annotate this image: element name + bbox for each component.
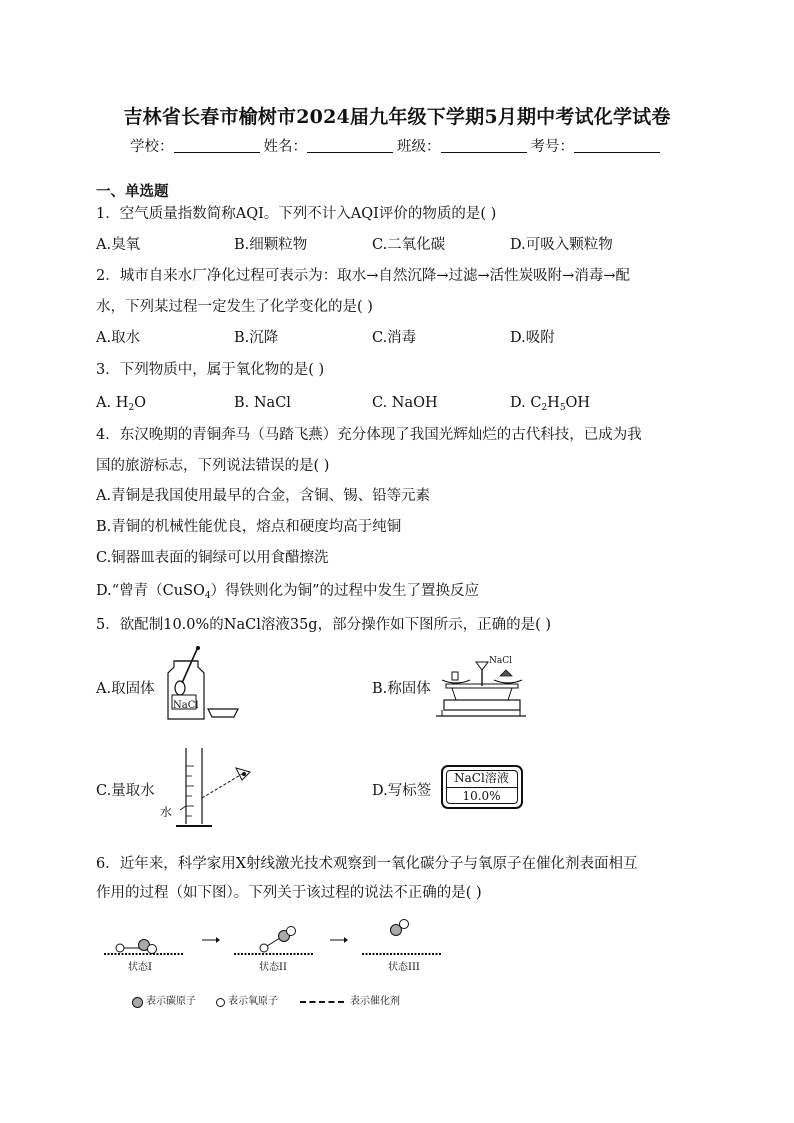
q4-option-a[interactable]: A.青铜是我国使用最早的合金，含铜、锡、铅等元素 <box>96 488 431 504</box>
oxygen-atom-icon <box>216 998 225 1007</box>
q4-option-c[interactable]: C.铜器皿表面的铜绿可以用食醋擦洗 <box>96 550 329 566</box>
q3-option-a[interactable]: A. $H_2O$ <box>96 395 146 413</box>
q6-stem-line1: 6．近年来，科学家用X射线激光技术观察到一氧化碳分子与氧原子在催化剂表面相互 <box>96 856 638 872</box>
q4-stem-line1: 4．东汉晚期的青铜奔马（马踏飞燕）充分体现了我国光辉灿烂的古代科技，已成为我 <box>96 427 642 443</box>
legend-carbon: 表示碳原子 <box>146 996 196 1007</box>
q5-option-d[interactable]: D.写标签 <box>372 783 432 799</box>
carbon-atom-icon <box>132 997 143 1008</box>
balance-scale-figure <box>436 656 526 720</box>
school-label: 学校： <box>130 139 174 155</box>
label-tag-figure <box>441 765 523 809</box>
q5-option-a[interactable]: A.取固体 <box>96 681 155 697</box>
school-blank[interactable] <box>174 138 260 153</box>
q2-option-b[interactable]: B.沉降 <box>234 330 279 346</box>
q3-stem: 3．下列物质中，属于氧化物的是( ) <box>96 362 325 378</box>
q1-option-b[interactable]: B.细颗粒物 <box>234 237 308 253</box>
q5-stem: 5．欲配制10.0%的NaCl溶液35g，部分操作如下图所示，正确的是( ) <box>96 617 552 633</box>
q3-option-d[interactable]: D. $C_2H_5OH$ <box>510 395 591 413</box>
class-blank[interactable] <box>441 138 527 153</box>
q4-stem-line2: 国的旅游标志，下列说法错误的是( ) <box>96 458 330 474</box>
q4-option-b[interactable]: B.青铜的机械性能优良，熔点和硬度均高于纯铜 <box>96 519 402 535</box>
state3-label: 状态III <box>388 962 420 973</box>
tag-line1: NaCl溶液 <box>454 771 509 785</box>
q3-option-c[interactable]: C. NaOH <box>372 395 438 411</box>
tag-line2: 10.0% <box>462 789 501 803</box>
legend-catalyst: 表示催化剂 <box>350 996 400 1007</box>
q2-option-d[interactable]: D.吸附 <box>510 330 555 346</box>
legend-oxygen: 表示氧原子 <box>228 996 278 1007</box>
class-label: 班级： <box>397 139 441 155</box>
q4-option-d[interactable]: D.“曾青（CuSO$_4$）得铁则化为铜”的过程中发生了置换反应 <box>96 583 480 601</box>
student-info-line <box>0 135 794 156</box>
catalyst-process-diagram <box>100 914 450 964</box>
q5-option-c[interactable]: C.量取水 <box>96 783 155 799</box>
q2-option-a[interactable]: A.取水 <box>96 330 141 346</box>
q2-option-c[interactable]: C.消毒 <box>372 330 417 346</box>
q5-option-b[interactable]: B.称固体 <box>372 681 431 697</box>
q6-stem-line2: 作用的过程（如下图）。下列关于该过程的说法不正确的是( ) <box>96 885 482 901</box>
bottle-label: NaCl <box>173 700 199 711</box>
state2-label: 状态II <box>259 962 287 973</box>
q1-option-c[interactable]: C.二氧化碳 <box>372 237 446 253</box>
diagram-legend <box>132 994 432 1010</box>
q1-option-d[interactable]: D.可吸入颗粒物 <box>510 237 613 253</box>
state1-label: 状态I <box>128 962 152 973</box>
section-heading: 一、单选题 <box>96 183 169 200</box>
q1-option-a[interactable]: A.臭氧 <box>96 237 141 253</box>
name-label: 姓名： <box>263 139 307 155</box>
number-label: 考号： <box>530 139 574 155</box>
name-blank[interactable] <box>307 138 393 153</box>
catalyst-icon <box>300 1001 344 1003</box>
scale-label: NaCl <box>489 656 513 666</box>
number-blank[interactable] <box>574 138 660 153</box>
q2-stem-line1: 2．城市自来水厂净化过程可表示为：取水→自然沉降→过滤→活性炭吸附→消毒→配 <box>96 268 630 284</box>
graduated-cylinder-figure <box>172 746 262 832</box>
q3-option-b[interactable]: B. NaCl <box>234 395 291 411</box>
water-label: 水 <box>160 805 173 819</box>
q1-stem: 1．空气质量指数简称AQI。下列不计入AQI评价的物质的是( ) <box>96 206 497 222</box>
exam-title: 吉林省长春市榆树市2024届九年级下学期5月期中考试化学试卷 <box>123 106 671 128</box>
q2-stem-line2: 水，下列某过程一定发生了化学变化的是( ) <box>96 299 373 315</box>
